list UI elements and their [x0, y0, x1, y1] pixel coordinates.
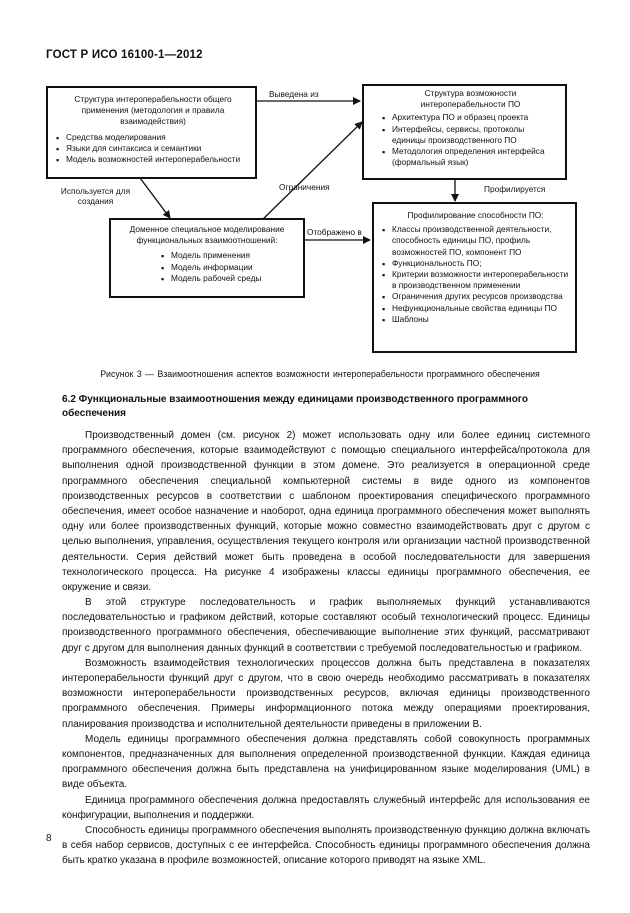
box-domain-modeling — [109, 218, 305, 298]
arrow-used — [140, 178, 170, 218]
paragraph: Возможность взаимодействия технологических процессов должна быть представлена в показателях интероперабельности функций друг с другом, что в свою очередь необходимо рассматривать в показателях возможности интероперабельности производственных ресурсов, включая единицы производственного программного обеспечения. Примеры информационного потока между операциями проектирования, планирования производства и исполнительной деятельности приведены в приложении В. — [62, 657, 590, 730]
list-item: ▪ Классы производственной деятельности, способность единицы ПО, профиль возможностей ПО, компонент ПО — [382, 224, 569, 258]
list-item: ▪ Языки для синтаксиса и семантики — [56, 143, 250, 154]
list-item: ▪ Шаблоны — [382, 314, 569, 325]
paragraph: Способность единицы программного обеспечения выполнять производственную функцию должна включать в себя набор сервисов, доступных с ее интерфейса. Способность единицы программного обеспечения должна быть кратко указана в профиле возможностей, описание которого приводят на языке XML. — [62, 824, 590, 867]
paragraph: В этой структуре последовательность и график выполняемых функций устанавливаются последовательностью и графиком действий, которые составляют особый технологический процесс. Единицы производственного программного обеспечения, обеспечивающие выполнение этих функций, рассматривают друг с другом для выполнения данных функций в соответствии с требуемой последовательностью и графиком. — [62, 597, 590, 654]
list-item: ▪ Ограничения других ресурсов производства — [382, 291, 569, 302]
list-item: ▪ Нефункциональные свойства единицы ПО — [382, 303, 569, 314]
list-item: ▪ Архитектура ПО и образец проекта — [382, 112, 559, 123]
box-title: Профилирование способности ПО: — [407, 210, 544, 220]
label-derived: Выведена из — [269, 89, 319, 99]
paragraph: Модель единицы программного обеспечения должна представлять собой совокупность программных компонентов, предназначенных для выполнения определенной производственной функции. Каждая единица программного обеспечения должна быть представлена на унифицированном языке моделирования (UML) в виде объекта. — [62, 733, 590, 791]
body-text — [62, 428, 590, 868]
box-software-interop-structure — [362, 84, 567, 180]
box-software-profiling — [372, 202, 577, 353]
box-general-interop-structure — [46, 86, 257, 179]
list-item: ▪ Средства моделирования — [56, 132, 250, 143]
label-used: Используется для создания — [60, 186, 131, 207]
arrow-limits — [260, 122, 362, 222]
label-limits: Ограничения — [279, 182, 330, 192]
list-item: ▪ Критерии возможности интероперабельности в производственном применении — [382, 269, 569, 291]
label-mapped: Отображено в — [307, 227, 362, 237]
list-item: ▪ Методология определения интерфейса (формальный язык) — [382, 146, 559, 168]
list-item: ▪ Функциональность ПО; — [382, 258, 569, 269]
box-title: Структура возможности интероперабельности ПО — [420, 88, 521, 110]
list-item: ▪ Модель информации — [161, 262, 295, 273]
list-item: ▪ Модель возможностей интероперабельности — [56, 154, 250, 165]
page-number: 8 — [46, 833, 52, 844]
paragraph: Производственный домен (см. рисунок 2) может использовать одну или более единиц системного программного обеспечения, которые взаимодействуют с помощью специального интерфейса/протокола для выполнения одной производственной функции в этом домене. Это реализуется в операционной среде программного обеспечения специальной компьютерной системы в виде одного из компонентов производственных ресурсов в соответствии с шаблоном проектирования специфического программного обеспечения, имеет особое назначение и наоборот, одна единица программного обеспечения может выполнять одну или более производственных функций, которые можно совместно взаимодействовать друг с другом с целью выполнения, управления, осуществления текущего контроля или организации частной производственной деятельности. Серия действий может быть проведена в особой последовательности для завершения технологического процесса. На рисунке 4 изображены классы единицы программного обеспечения, ее окружение и связи. — [62, 430, 590, 593]
document-header: ГОСТ Р ИСО 16100-1—2012 — [46, 49, 203, 61]
list-item: ▪ Интерфейсы, сервисы, протоколы единицы производственного ПО — [382, 124, 559, 146]
figure-caption: Рисунок 3 — Взаимоотношения аспектов возможности интероперабельности программного обеспечения — [100, 369, 540, 379]
label-profiled: Профилируется — [484, 184, 546, 194]
box-title: Структура интероперабельности общего применения (методология и правила взаимодействия) — [74, 94, 232, 127]
box-title: Доменное специальное моделирование функциональных взаимоотношений: — [129, 224, 285, 246]
list-item: ▪ Модель применения — [161, 250, 295, 261]
paragraph: Единица программного обеспечения должна предоставлять служебный интерфейс для использования ее конфигурации, выполнения и поддержки. — [62, 794, 590, 821]
list-item: ▪ Модель рабочей среды — [161, 273, 295, 284]
section-heading: 6.2 Функциональные взаимоотношения между единицами производственного программного обеспечения — [62, 394, 528, 419]
